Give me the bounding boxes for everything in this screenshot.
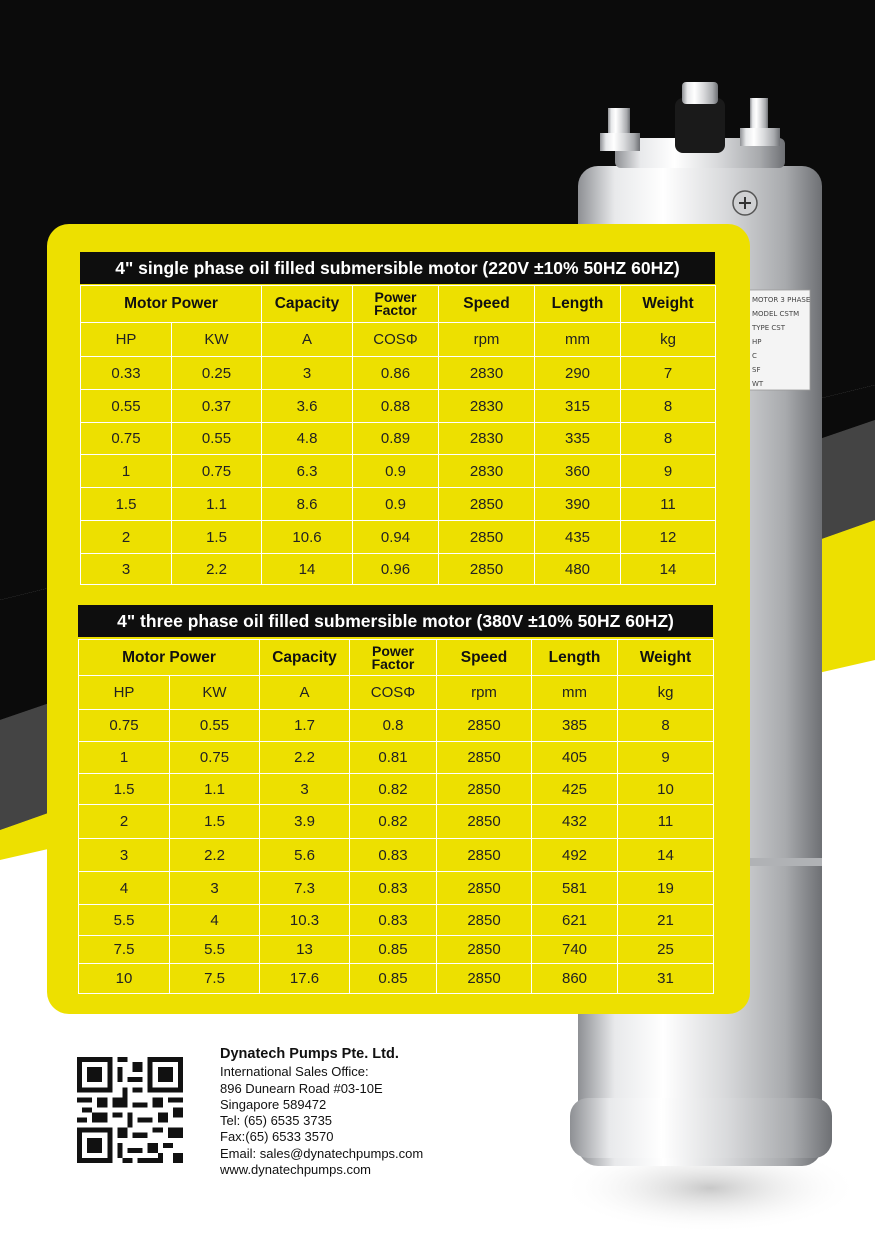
spec-table-three-phase (78, 639, 714, 994)
table-row: 2 1.5 10.6 0.94 2850 435 12 (81, 521, 716, 554)
header-length: Length (535, 286, 621, 323)
contact-block (220, 1046, 423, 1178)
svg-text:MODEL CSTM: MODEL CSTM (752, 310, 800, 318)
svg-text:HP: HP (752, 338, 762, 346)
table-title: 4" three phase oil filled submersible motor (380V ±10% 50HZ 60HZ) (78, 605, 713, 637)
table-row: 5.5 4 10.3 0.83 2850 621 21 (79, 905, 714, 936)
table-row: 3 2.2 5.6 0.83 2850 492 14 (79, 839, 714, 872)
header-speed: Speed (437, 640, 532, 676)
table-row: 1 0.75 6.3 0.9 2830 360 9 (81, 455, 716, 488)
header-capacity: Capacity (260, 640, 350, 676)
table-title: 4" single phase oil filled submersible motor (220V ±10% 50HZ 60HZ) (80, 252, 715, 284)
table-row: 1.5 1.1 8.6 0.9 2850 390 11 (81, 488, 716, 521)
header-motor-power: Motor Power (79, 640, 260, 676)
company-name: Dynatech Pumps Pte. Ltd. (220, 1046, 399, 1062)
table-row: 1 0.75 2.2 0.81 2850 405 9 (79, 742, 714, 774)
header-motor-power: Motor Power (81, 286, 262, 323)
svg-text:C: C (752, 352, 757, 360)
address-line-2: Singapore 589472 (220, 1096, 327, 1112)
table-row: 4 3 7.3 0.83 2850 581 19 (79, 872, 714, 905)
qr-code-icon[interactable] (77, 1057, 183, 1163)
header-length: Length (532, 640, 618, 676)
header-weight: Weight (618, 640, 714, 676)
table-row: 2 1.5 3.9 0.82 2850 432 11 (79, 805, 714, 839)
units-row: HP KW A COSΦ rpm mm kg (81, 323, 716, 357)
table-row: 0.75 0.55 1.7 0.8 2850 385 8 (79, 710, 714, 742)
table-row: 0.55 0.37 3.6 0.88 2830 315 8 (81, 390, 716, 423)
svg-text:SF: SF (752, 366, 761, 374)
svg-text:TYPE CST: TYPE CST (752, 324, 786, 332)
table-row: 10 7.5 17.6 0.85 2850 860 31 (79, 964, 714, 994)
header-power-factor: Power Factor (350, 640, 437, 676)
units-row: HP KW A COSΦ rpm mm kg (79, 676, 714, 710)
svg-text:WT: WT (752, 380, 764, 388)
spec-table-single-phase (80, 285, 716, 585)
header-capacity: Capacity (262, 286, 353, 323)
email-link[interactable]: Email: sales@dynatechpumps.com (220, 1145, 424, 1161)
website-link[interactable]: www.dynatechpumps.com (220, 1162, 372, 1178)
table-row: 7.5 5.5 13 0.85 2850 740 25 (79, 936, 714, 964)
table-row: 0.33 0.25 3 0.86 2830 290 7 (81, 357, 716, 390)
table-row: 1.5 1.1 3 0.82 2850 425 10 (79, 774, 714, 805)
svg-text:MOTOR 3 PHASE: MOTOR 3 PHASE (752, 296, 811, 304)
office-label: International Sales Office: (220, 1064, 369, 1080)
fax: Fax:(65) 6533 3570 (220, 1129, 334, 1145)
header-weight: Weight (621, 286, 716, 323)
table-row: 0.75 0.55 4.8 0.89 2830 335 8 (81, 423, 716, 455)
address-line-1: 896 Dunearn Road #03-10E (220, 1080, 383, 1096)
table-row: 3 2.2 14 0.96 2850 480 14 (81, 554, 716, 585)
header-power-factor: Power Factor (353, 286, 439, 323)
header-speed: Speed (439, 286, 535, 323)
telephone: Tel: (65) 6535 3735 (220, 1113, 333, 1129)
